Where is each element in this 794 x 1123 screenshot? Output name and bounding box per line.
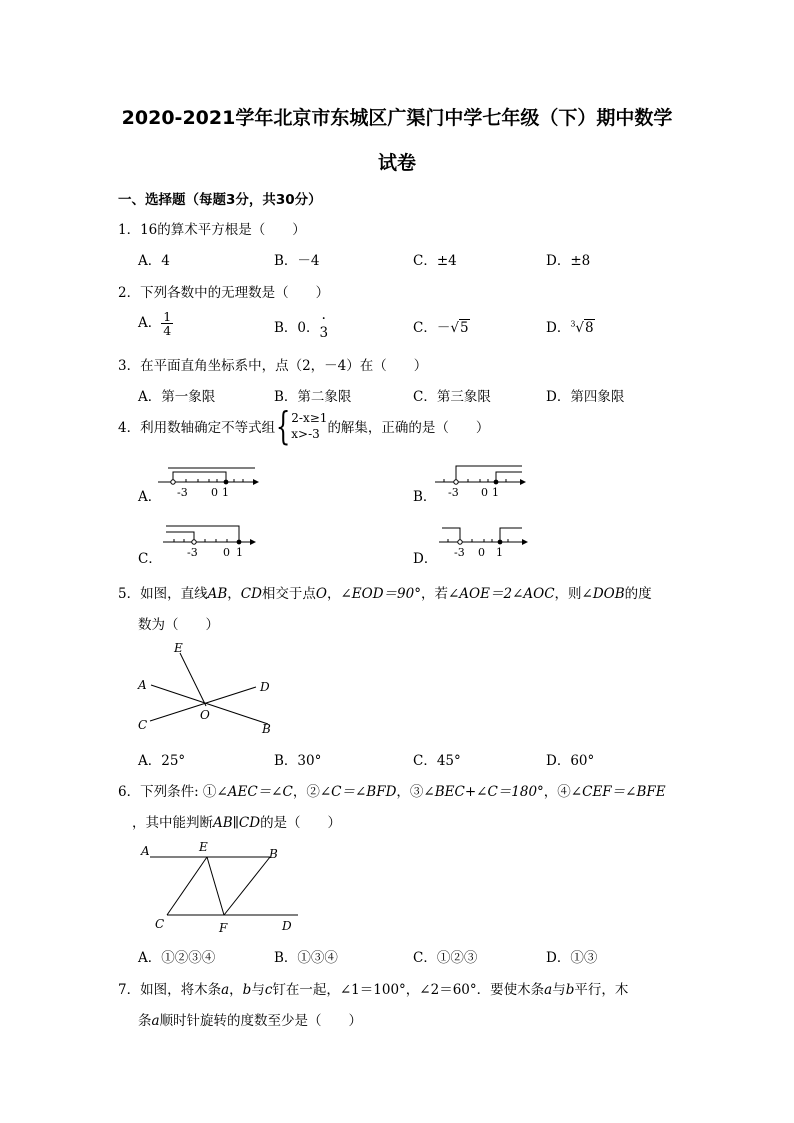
q4-number-line-a	[155, 460, 265, 502]
svg-text:1: 1	[222, 486, 229, 499]
q5-option-c: C．45°	[413, 753, 461, 769]
q1-option-b: B．－4	[274, 253, 320, 269]
question-5-line2: 数为（ ）	[138, 617, 219, 633]
question-1: 1．16的算术平方根是（ ）	[118, 222, 306, 238]
q2-option-a: A． $\frac{1}{4}$	[138, 309, 172, 338]
question-4: 4．利用数轴确定不等式组{ 2-x≥1 x>-3 的解集，正确的是（ ）	[118, 404, 490, 448]
svg-text:C: C	[138, 718, 148, 732]
q4-number-line-b	[432, 460, 532, 502]
fraction: $\frac{1}{4}$	[163, 309, 172, 338]
svg-text:-3: -3	[177, 486, 188, 499]
q4-number-line-c	[160, 520, 265, 562]
section-heading: 一、选择题（每题3分，共30分）	[118, 192, 322, 208]
brace: {	[275, 404, 291, 448]
page-title-line2: 试卷	[377, 152, 416, 174]
q1-option-c: C．±4	[413, 253, 457, 269]
svg-text:D: D	[282, 919, 292, 933]
svg-text:0: 0	[211, 486, 218, 499]
svg-text:1: 1	[492, 486, 499, 499]
svg-text:C: C	[155, 917, 165, 931]
q4-option-d-label: D．	[413, 551, 438, 567]
svg-text:-3: -3	[187, 546, 198, 559]
q3-option-c: C．第三象限	[413, 389, 491, 405]
svg-text:-3: -3	[454, 546, 465, 559]
q6-option-c: C．①②③	[413, 950, 478, 966]
q1-option-d: D．±8	[546, 253, 591, 269]
q6-option-d: D．①③	[546, 950, 598, 966]
svg-text:D: D	[260, 680, 270, 694]
q2-option-b: B．0．3 ·	[274, 311, 329, 341]
inequality-system: 2-x≥1 x>-3	[291, 411, 328, 441]
q2-option-d: D．$^3$√8	[546, 319, 594, 336]
svg-text:1: 1	[236, 546, 243, 559]
q4-option-b-label: B．	[413, 489, 437, 505]
svg-text:A: A	[141, 844, 150, 858]
question-3: 3．在平面直角坐标系中，点（2，－4）在（ ）	[118, 358, 428, 374]
repeating-dot: ·	[321, 311, 326, 327]
q3-option-d: D．第四象限	[546, 389, 625, 405]
question-2: 2．下列各数中的无理数是（ ）	[118, 285, 330, 301]
q6-option-a: A．①②③④	[138, 950, 216, 966]
svg-text:B: B	[269, 847, 278, 861]
svg-text:O: O	[200, 708, 210, 722]
question-6: 6．下列条件: ①∠AEC＝∠C，②∠C＝∠BFD，③∠BEC+∠C＝180°，④∠CEF＝∠BFE	[118, 784, 666, 800]
svg-text:1: 1	[496, 546, 503, 559]
q5-option-a: A．25°	[138, 753, 186, 769]
svg-text:F: F	[219, 921, 228, 935]
q3-option-b: B．第二象限	[274, 389, 352, 405]
question-7: 7．如图，将木条a，b与c钉在一起，∠1＝100°，∠2＝60°．要使木条a与b平行，木	[118, 982, 629, 998]
q4-number-line-d	[436, 520, 536, 562]
q4-option-a-label: A．	[138, 489, 162, 505]
svg-text:0: 0	[223, 546, 230, 559]
q6-option-b: B．①③④	[274, 950, 338, 966]
svg-text:B: B	[262, 722, 271, 736]
svg-text:E: E	[174, 641, 183, 655]
page-title: 2020-2021学年北京市东城区广渠门中学七年级（下）期中数学	[121, 107, 673, 129]
question-7-line2: 条a顺时针旋转的度数至少是（ ）	[138, 1013, 363, 1029]
q5-option-d: D．60°	[546, 753, 595, 769]
svg-text:0: 0	[478, 546, 485, 559]
q3-option-a: A．第一象限	[138, 389, 216, 405]
svg-text:-3: -3	[448, 486, 459, 499]
q4-option-c-label: C．	[138, 551, 162, 567]
q2-option-c: C．－√5	[413, 320, 469, 336]
svg-text:E: E	[199, 840, 208, 854]
svg-text:A: A	[138, 678, 147, 692]
q6-figure	[130, 838, 310, 938]
q1-option-a: A．4	[138, 253, 170, 269]
q5-option-b: B．30°	[274, 753, 322, 769]
q5-figure	[130, 636, 285, 736]
svg-text:0: 0	[481, 486, 488, 499]
question-5: 5．如图，直线AB，CD相交于点O，∠EOD＝90°，若∠AOE＝2∠AOC，则∠DOB的度	[118, 586, 652, 602]
question-6-line2: ，其中能判断AB∥CD的是（ ）	[132, 815, 342, 831]
